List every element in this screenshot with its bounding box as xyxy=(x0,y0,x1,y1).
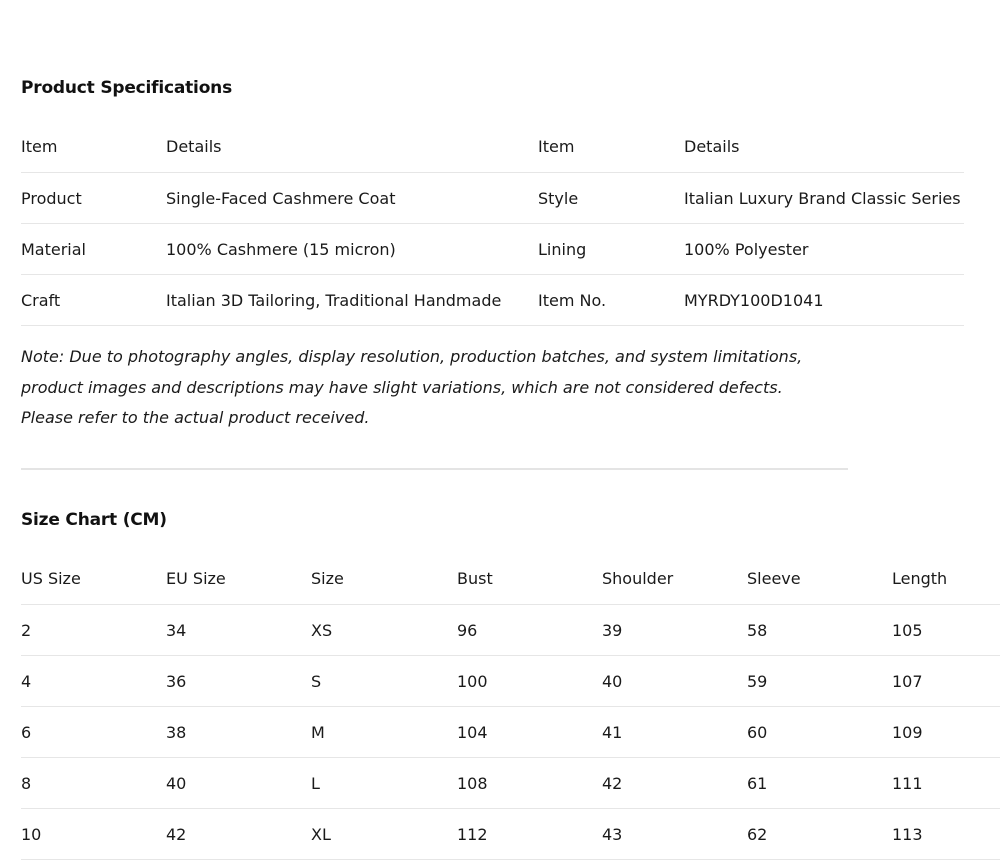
spec-cell: Italian 3D Tailoring, Traditional Handmade xyxy=(166,275,538,326)
size-header-cell: Length xyxy=(892,552,1000,605)
size-cell: 111 xyxy=(892,758,1000,809)
size-cell: 105 xyxy=(892,605,1000,656)
size-cell: 60 xyxy=(747,707,892,758)
spec-header-row xyxy=(21,120,964,173)
size-header-cell: Sleeve xyxy=(747,552,892,605)
spec-title: Product Specifications xyxy=(21,78,232,98)
size-header-cell: Bust xyxy=(457,552,602,605)
size-cell: M xyxy=(311,707,457,758)
size-cell: 8 xyxy=(21,758,166,809)
size-row xyxy=(21,656,1000,707)
size-cell: S xyxy=(311,656,457,707)
size-cell: 100 xyxy=(457,656,602,707)
size-header-cell: EU Size xyxy=(166,552,311,605)
spec-cell: Single-Faced Cashmere Coat xyxy=(166,173,538,224)
size-cell: XS xyxy=(311,605,457,656)
spec-row xyxy=(21,224,964,275)
size-row xyxy=(21,758,1000,809)
size-cell: 6 xyxy=(21,707,166,758)
spec-cell: Craft xyxy=(21,275,166,326)
size-cell: 58 xyxy=(747,605,892,656)
size-cell: 38 xyxy=(166,707,311,758)
size-chart-table xyxy=(21,552,1000,860)
size-cell: 40 xyxy=(602,656,747,707)
size-cell: 40 xyxy=(166,758,311,809)
size-cell: 96 xyxy=(457,605,602,656)
size-cell: 59 xyxy=(747,656,892,707)
size-cell: 41 xyxy=(602,707,747,758)
spec-row xyxy=(21,275,964,326)
size-cell: 34 xyxy=(166,605,311,656)
spec-header-cell: Details xyxy=(684,120,964,173)
spec-header-cell: Details xyxy=(166,120,538,173)
size-header-row xyxy=(21,552,1000,605)
spec-cell: Product xyxy=(21,173,166,224)
size-row xyxy=(21,809,1000,860)
size-cell: 10 xyxy=(21,809,166,860)
size-cell: 42 xyxy=(166,809,311,860)
size-cell: 42 xyxy=(602,758,747,809)
size-cell: 108 xyxy=(457,758,602,809)
size-cell: XL xyxy=(311,809,457,860)
size-cell: 61 xyxy=(747,758,892,809)
spec-cell: Material xyxy=(21,224,166,275)
size-header-cell: Shoulder xyxy=(602,552,747,605)
size-cell: 39 xyxy=(602,605,747,656)
note-line: Please refer to the actual product received. xyxy=(21,408,370,427)
spec-row xyxy=(21,173,964,224)
disclaimer-note xyxy=(21,342,861,434)
section-divider xyxy=(21,468,848,470)
spec-cell: Italian Luxury Brand Classic Series xyxy=(684,173,964,224)
note-line: Note: Due to photography angles, display resolution, production batches, and system limitations, xyxy=(21,347,803,366)
spec-cell: MYRDY100D1041 xyxy=(684,275,964,326)
spec-cell: Item No. xyxy=(538,275,684,326)
size-cell: 62 xyxy=(747,809,892,860)
size-cell: 4 xyxy=(21,656,166,707)
spec-header-cell: Item xyxy=(21,120,166,173)
size-cell: L xyxy=(311,758,457,809)
spec-cell: 100% Cashmere (15 micron) xyxy=(166,224,538,275)
size-cell: 109 xyxy=(892,707,1000,758)
size-cell: 104 xyxy=(457,707,602,758)
size-row xyxy=(21,605,1000,656)
size-header-cell: US Size xyxy=(21,552,166,605)
spec-table xyxy=(21,120,964,326)
spec-cell: 100% Polyester xyxy=(684,224,964,275)
size-row xyxy=(21,707,1000,758)
size-chart-title: Size Chart (CM) xyxy=(21,510,167,530)
note-line: product images and descriptions may have slight variations, which are not considered defects. xyxy=(21,377,783,397)
size-cell: 43 xyxy=(602,809,747,860)
size-cell: 36 xyxy=(166,656,311,707)
spec-cell: Lining xyxy=(538,224,684,275)
size-cell: 113 xyxy=(892,809,1000,860)
spec-cell: Style xyxy=(538,173,684,224)
size-cell: 2 xyxy=(21,605,166,656)
spec-header-cell: Item xyxy=(538,120,684,173)
size-header-cell: Size xyxy=(311,552,457,605)
size-cell: 112 xyxy=(457,809,602,860)
size-cell: 107 xyxy=(892,656,1000,707)
